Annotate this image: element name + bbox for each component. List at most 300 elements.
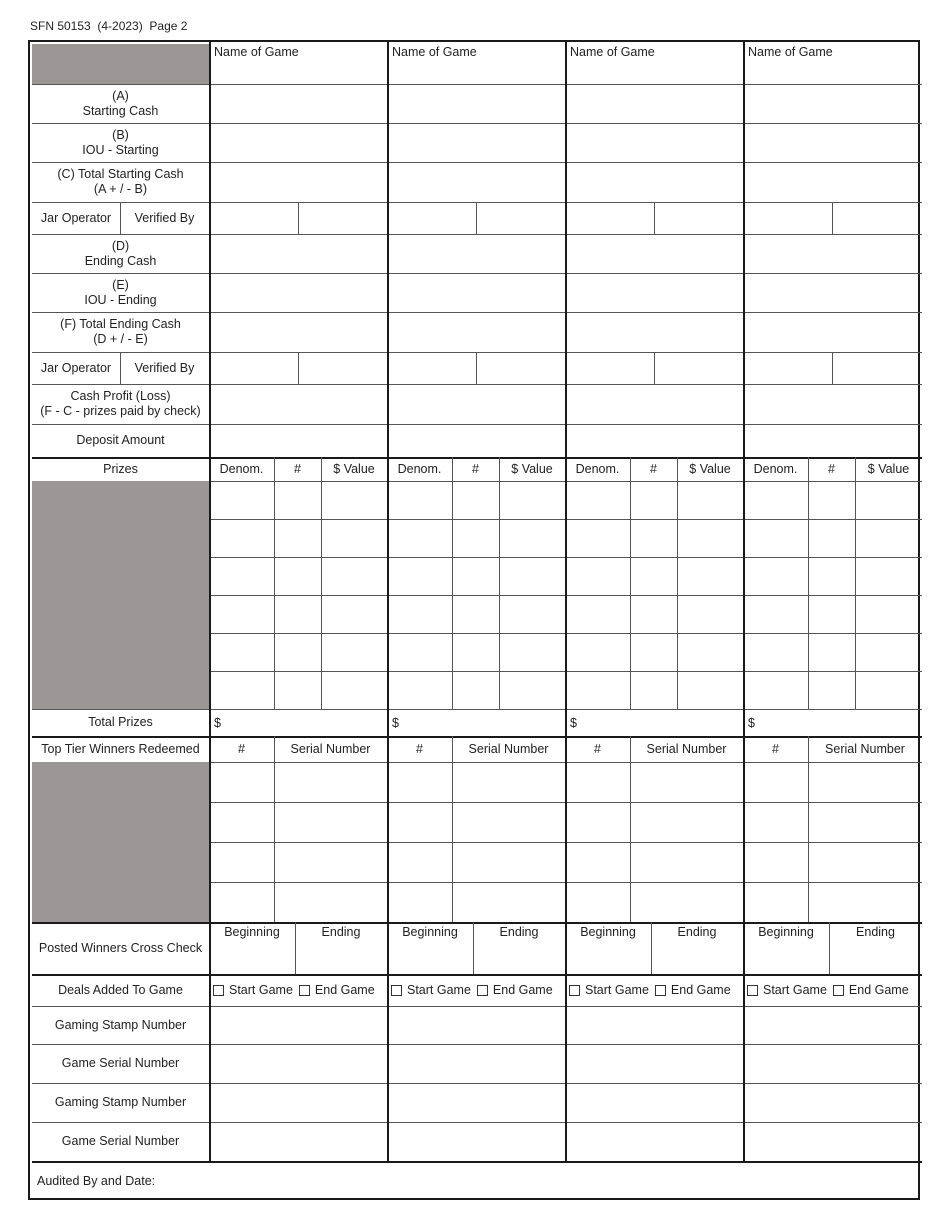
row-divider	[32, 84, 922, 85]
ending-cash-label-line-1: (D)	[111, 238, 130, 253]
dollar-sign: $	[748, 715, 755, 730]
prize-cell[interactable]	[743, 519, 808, 557]
column-divider	[452, 736, 453, 922]
verified-by-field-game-4[interactable]	[832, 352, 922, 384]
cross-check-beginning-game-4[interactable]	[743, 922, 829, 974]
label-column-divider	[209, 42, 211, 1161]
column-divider	[298, 352, 299, 384]
stamp-field-game-4[interactable]	[743, 1044, 922, 1083]
stamp-field-game-1[interactable]	[209, 1083, 387, 1122]
checkbox-icon[interactable]	[391, 985, 402, 996]
top-tier-cell[interactable]	[630, 762, 743, 802]
top-tier-col-header-text: Serial Number	[290, 741, 371, 756]
top-tier-cell[interactable]	[630, 802, 743, 842]
beginning-text: Beginning	[402, 925, 458, 939]
total-ending-cash-field-game-4[interactable]	[743, 312, 922, 352]
top-tier-col-header	[387, 736, 452, 762]
dollar-sign: $	[214, 715, 221, 730]
prize-cell[interactable]	[808, 671, 855, 709]
prize-cell[interactable]	[630, 519, 677, 557]
prize-cell[interactable]	[565, 595, 630, 633]
prize-cell[interactable]	[677, 595, 743, 633]
prize-cell[interactable]	[274, 481, 321, 519]
verified-by-field-game-3[interactable]	[654, 352, 743, 384]
prize-cell[interactable]	[630, 557, 677, 595]
iou-starting-field-game-3[interactable]	[565, 123, 743, 162]
total-prizes-field-game-4[interactable]	[743, 709, 922, 736]
prizes-col-header	[677, 457, 743, 481]
prize-cell[interactable]	[499, 481, 565, 519]
ending-cash-field-game-2[interactable]	[387, 234, 565, 273]
stamp-field-game-1[interactable]	[209, 1044, 387, 1083]
prize-cell[interactable]	[565, 671, 630, 709]
prize-cell[interactable]	[677, 671, 743, 709]
iou-starting-field-game-4[interactable]	[743, 123, 922, 162]
top-tier-cell[interactable]	[209, 842, 274, 882]
prize-cell[interactable]	[321, 595, 387, 633]
beginning-text: Beginning	[758, 925, 814, 939]
dollar-sign: $	[570, 715, 577, 730]
top-tier-cell[interactable]	[209, 762, 274, 802]
ending-text: Ending	[677, 925, 717, 939]
top-tier-cell[interactable]	[452, 842, 565, 882]
stamp-field-game-3[interactable]	[565, 1006, 743, 1044]
end-game-checkbox[interactable]	[477, 983, 553, 997]
row-divider	[32, 352, 922, 353]
top-tier-cell[interactable]	[565, 842, 630, 882]
end-game-checkbox[interactable]	[655, 983, 731, 997]
start-game-checkbox[interactable]	[569, 983, 649, 997]
cash-profit-field-game-2[interactable]	[387, 384, 565, 424]
prizes-col-header-text: Denom.	[575, 461, 620, 476]
top-tier-cell[interactable]	[387, 802, 452, 842]
deposit-amount-field-game-3[interactable]	[565, 424, 743, 457]
prize-cell[interactable]	[274, 671, 321, 709]
prizes-text: Prizes	[103, 461, 138, 476]
iou-ending-label	[32, 273, 209, 312]
top-tier-col-header-text: #	[594, 741, 601, 756]
stamp-field-game-3[interactable]	[565, 1044, 743, 1083]
stamp-row-label-3	[32, 1083, 209, 1122]
prize-cell[interactable]	[630, 671, 677, 709]
ending-cash-field-game-4[interactable]	[743, 234, 922, 273]
prize-cell[interactable]	[452, 481, 499, 519]
start-game-checkbox[interactable]	[747, 983, 827, 997]
stamp-field-game-1[interactable]	[209, 1122, 387, 1161]
iou-ending-field-game-2[interactable]	[387, 273, 565, 312]
stamp-row-text: Game Serial Number	[61, 1056, 180, 1070]
top-tier-cell[interactable]	[808, 762, 922, 802]
iou-ending-label-line-2: IOU - Ending	[84, 292, 157, 307]
top-tier-cell[interactable]	[743, 802, 808, 842]
row-divider	[32, 384, 922, 385]
prize-cell[interactable]	[630, 595, 677, 633]
prize-cell[interactable]	[743, 595, 808, 633]
prize-cell[interactable]	[743, 481, 808, 519]
top-tier-col-header	[209, 736, 274, 762]
checkbox-icon[interactable]	[213, 985, 224, 996]
top-tier-col-header	[808, 736, 922, 762]
prizes-col-header	[743, 457, 808, 481]
cross-check-text: Posted Winners Cross Check	[38, 940, 203, 955]
audited-by-field[interactable]	[32, 1161, 922, 1200]
prize-cell[interactable]	[565, 481, 630, 519]
checkbox-label: Start Game	[407, 983, 471, 997]
starting-cash-label-line-2: Starting Cash	[82, 103, 159, 118]
ending-cash-field-game-1[interactable]	[209, 234, 387, 273]
game-name-label: Name of Game	[214, 45, 299, 59]
deals-added-label	[32, 974, 209, 1006]
iou-starting-field-game-2[interactable]	[387, 123, 565, 162]
prize-cell[interactable]	[499, 519, 565, 557]
column-divider	[829, 922, 830, 974]
prize-cell[interactable]	[321, 519, 387, 557]
jar-operator-field-game-2[interactable]	[387, 352, 476, 384]
starting-cash-field-game-1[interactable]	[209, 84, 387, 123]
prize-cell[interactable]	[499, 671, 565, 709]
checkbox-label: Start Game	[585, 983, 649, 997]
deals-added-options-game-4	[747, 974, 922, 1006]
deposit-amount-label	[32, 424, 209, 457]
prize-cell[interactable]	[499, 633, 565, 671]
prize-cell[interactable]	[855, 671, 922, 709]
stamp-row-label-4	[32, 1122, 209, 1161]
checkbox-icon[interactable]	[299, 985, 310, 996]
top-tier-cell[interactable]	[274, 842, 387, 882]
prize-cell[interactable]	[808, 557, 855, 595]
prize-cell[interactable]	[452, 519, 499, 557]
jar-operator-text: Jar Operator	[40, 210, 112, 225]
prize-cell[interactable]	[855, 519, 922, 557]
top-tier-cell[interactable]	[209, 882, 274, 922]
total-prizes-label	[32, 709, 209, 736]
top-tier-cell[interactable]	[743, 762, 808, 802]
prize-cell[interactable]	[808, 481, 855, 519]
total-starting-cash-field-game-4[interactable]	[743, 162, 922, 202]
column-divider	[473, 922, 474, 974]
dollar-sign: $	[392, 715, 399, 730]
checkbox-icon[interactable]	[655, 985, 666, 996]
ending-cash-field-game-3[interactable]	[565, 234, 743, 273]
shaded-area	[32, 762, 209, 922]
verified-by-field-game-3[interactable]	[654, 202, 743, 234]
starting-cash-label-line-1: (A)	[112, 88, 129, 103]
prize-cell[interactable]	[630, 481, 677, 519]
prize-cell[interactable]	[855, 481, 922, 519]
stamp-field-game-3[interactable]	[565, 1083, 743, 1122]
stamp-field-game-4[interactable]	[743, 1122, 922, 1161]
stamp-field-game-2[interactable]	[387, 1044, 565, 1083]
stamp-row-label-1	[32, 1006, 209, 1044]
jar-operator-field-game-4[interactable]	[743, 352, 832, 384]
top-tier-col-header-text: #	[416, 741, 423, 756]
starting-cash-field-game-2[interactable]	[387, 84, 565, 123]
prize-cell[interactable]	[209, 557, 274, 595]
top-tier-col-header-text: #	[772, 741, 779, 756]
prizes-col-header-text: #	[294, 461, 301, 476]
prize-cell[interactable]	[677, 557, 743, 595]
top-tier-cell[interactable]	[387, 842, 452, 882]
checkbox-icon[interactable]	[569, 985, 580, 996]
top-tier-cell[interactable]	[452, 762, 565, 802]
column-divider	[654, 352, 655, 384]
prize-cell[interactable]	[855, 595, 922, 633]
jar-operator-field-game-3[interactable]	[565, 202, 654, 234]
column-divider	[298, 202, 299, 234]
jar-operator-field-game-1[interactable]	[209, 352, 298, 384]
prize-cell[interactable]	[387, 481, 452, 519]
verified-by-field-game-4[interactable]	[832, 202, 922, 234]
deposit-amount-field-game-4[interactable]	[743, 424, 922, 457]
top-tier-cell[interactable]	[565, 762, 630, 802]
top-tier-cell[interactable]	[387, 882, 452, 922]
cash-profit-label	[32, 384, 209, 424]
prize-cell[interactable]	[565, 557, 630, 595]
column-divider	[274, 736, 275, 922]
top-tier-col-header	[565, 736, 630, 762]
column-divider	[295, 922, 296, 974]
cash-profit-field-game-3[interactable]	[565, 384, 743, 424]
cash-profit-field-game-4[interactable]	[743, 384, 922, 424]
row-divider	[32, 234, 922, 235]
checkbox-label: End Game	[314, 983, 375, 997]
top-tier-cell[interactable]	[743, 842, 808, 882]
ending-text: Ending	[321, 925, 361, 939]
prize-cell[interactable]	[321, 671, 387, 709]
starting-cash-field-game-3[interactable]	[565, 84, 743, 123]
prize-cell[interactable]	[855, 633, 922, 671]
total-prizes-field-game-3[interactable]	[565, 709, 743, 736]
verified-by-field-game-2[interactable]	[476, 352, 565, 384]
checkbox-icon[interactable]	[833, 985, 844, 996]
iou-starting-label-line-1: (B)	[112, 127, 129, 142]
prizes-col-header-text: Denom.	[219, 461, 264, 476]
row-divider	[32, 1122, 922, 1123]
prize-cell[interactable]	[677, 519, 743, 557]
top-tier-cell[interactable]	[274, 762, 387, 802]
cross-check-ending-game-1[interactable]	[295, 922, 387, 974]
game-name-field-4[interactable]	[743, 42, 922, 66]
prize-cell[interactable]	[743, 557, 808, 595]
stamp-field-game-2[interactable]	[387, 1122, 565, 1161]
jar-operator-field-game-1[interactable]	[209, 202, 298, 234]
prize-cell[interactable]	[499, 557, 565, 595]
prizes-col-header	[209, 457, 274, 481]
row-divider	[32, 312, 922, 313]
shaded-area	[32, 44, 209, 84]
verified-by-field-game-1[interactable]	[298, 352, 387, 384]
prize-cell[interactable]	[274, 633, 321, 671]
jar-operator-field-game-4[interactable]	[743, 202, 832, 234]
prize-cell[interactable]	[452, 671, 499, 709]
prize-cell[interactable]	[387, 671, 452, 709]
stamp-field-game-2[interactable]	[387, 1006, 565, 1044]
prizes-col-header-text: $ Value	[867, 461, 910, 476]
prize-cell[interactable]	[387, 557, 452, 595]
prize-cell[interactable]	[209, 671, 274, 709]
top-tier-cell[interactable]	[452, 882, 565, 922]
prize-cell[interactable]	[565, 633, 630, 671]
iou-starting-field-game-1[interactable]	[209, 123, 387, 162]
stamp-row-label-2	[32, 1044, 209, 1083]
beginning-text: Beginning	[224, 925, 280, 939]
cross-check-beginning-game-1[interactable]	[209, 922, 295, 974]
total-starting-cash-field-game-2[interactable]	[387, 162, 565, 202]
top-tier-cell[interactable]	[743, 882, 808, 922]
top-tier-cell[interactable]	[209, 802, 274, 842]
top-tier-col-header	[452, 736, 565, 762]
stamp-row-text: Gaming Stamp Number	[54, 1017, 187, 1032]
prize-cell[interactable]	[321, 633, 387, 671]
cross-check-ending-game-3[interactable]	[651, 922, 743, 974]
game-column-divider	[565, 42, 567, 1161]
starting-cash-field-game-4[interactable]	[743, 84, 922, 123]
verified-by-field-game-1[interactable]	[298, 202, 387, 234]
cash-profit-label-line-1: Cash Profit (Loss)	[70, 389, 171, 403]
row-divider	[32, 123, 922, 124]
prizes-col-header	[387, 457, 452, 481]
cash-profit-label-line-2: (F - C - prizes paid by check)	[40, 404, 201, 418]
starting-cash-label	[32, 84, 209, 123]
checkbox-icon[interactable]	[477, 985, 488, 996]
prize-cell[interactable]	[274, 557, 321, 595]
prizes-col-header	[855, 457, 922, 481]
stamp-row-text: Game Serial Number	[61, 1134, 180, 1148]
top-tier-cell[interactable]	[808, 842, 922, 882]
cross-check-beginning-game-2[interactable]	[387, 922, 473, 974]
total-starting-cash-field-game-3[interactable]	[565, 162, 743, 202]
prize-cell[interactable]	[209, 633, 274, 671]
game-report-form	[28, 40, 920, 1200]
top-tier-cell[interactable]	[565, 802, 630, 842]
prize-cell[interactable]	[209, 519, 274, 557]
stamp-field-game-3[interactable]	[565, 1122, 743, 1161]
prize-cell[interactable]	[274, 595, 321, 633]
total-starting-cash-field-game-1[interactable]	[209, 162, 387, 202]
top-tier-col-header	[274, 736, 387, 762]
prize-cell[interactable]	[452, 633, 499, 671]
column-divider	[476, 352, 477, 384]
game-name-field-1[interactable]	[209, 42, 387, 66]
prize-cell[interactable]	[808, 595, 855, 633]
prize-cell[interactable]	[387, 519, 452, 557]
prizes-col-header	[321, 457, 387, 481]
game-name-field-2[interactable]	[387, 42, 565, 66]
stamp-field-game-2[interactable]	[387, 1083, 565, 1122]
ending-text: Ending	[856, 925, 895, 939]
jar-operator-field-game-2[interactable]	[387, 202, 476, 234]
prize-cell[interactable]	[499, 595, 565, 633]
start-game-checkbox[interactable]	[391, 983, 471, 997]
top-tier-cell[interactable]	[274, 802, 387, 842]
deposit-amount-field-game-1[interactable]	[209, 424, 387, 457]
prize-cell[interactable]	[565, 519, 630, 557]
top-tier-col-header	[630, 736, 743, 762]
prize-cell[interactable]	[452, 595, 499, 633]
prize-cell[interactable]	[743, 671, 808, 709]
total-ending-cash-field-game-1[interactable]	[209, 312, 387, 352]
prize-cell[interactable]	[743, 633, 808, 671]
prize-cell[interactable]	[808, 519, 855, 557]
prize-cell[interactable]	[630, 633, 677, 671]
prize-cell[interactable]	[808, 633, 855, 671]
top-tier-label	[32, 736, 209, 762]
cross-check-ending-game-2[interactable]	[473, 922, 565, 974]
stamp-field-game-1[interactable]	[209, 1006, 387, 1044]
top-tier-cell[interactable]	[452, 802, 565, 842]
cross-check-ending-game-4[interactable]	[829, 922, 922, 974]
cash-profit-field-game-1[interactable]	[209, 384, 387, 424]
top-tier-cell[interactable]	[808, 882, 922, 922]
prize-cell[interactable]	[677, 481, 743, 519]
verified-by-field-game-2[interactable]	[476, 202, 565, 234]
checkbox-icon[interactable]	[747, 985, 758, 996]
total-prizes-text: Total Prizes	[88, 715, 153, 729]
row-divider	[32, 1083, 922, 1084]
column-divider	[651, 922, 652, 974]
top-tier-cell[interactable]	[630, 842, 743, 882]
top-tier-cell[interactable]	[387, 762, 452, 802]
iou-starting-label-line-2: IOU - Starting	[82, 142, 159, 157]
total-ending-cash-field-game-3[interactable]	[565, 312, 743, 352]
top-tier-cell[interactable]	[565, 882, 630, 922]
top-tier-cell[interactable]	[808, 802, 922, 842]
total-prizes-field-game-1[interactable]	[209, 709, 387, 736]
jar-operator-field-game-3[interactable]	[565, 352, 654, 384]
deposit-amount-field-game-2[interactable]	[387, 424, 565, 457]
prize-cell[interactable]	[387, 633, 452, 671]
total-prizes-field-game-2[interactable]	[387, 709, 565, 736]
cross-check-beginning-game-3[interactable]	[565, 922, 651, 974]
row-divider	[32, 1044, 922, 1045]
prize-cell[interactable]	[321, 481, 387, 519]
top-tier-cell[interactable]	[274, 882, 387, 922]
iou-ending-field-game-4[interactable]	[743, 273, 922, 312]
end-game-checkbox[interactable]	[299, 983, 375, 997]
ending-cash-label-line-2: Ending Cash	[84, 253, 157, 268]
prize-cell[interactable]	[677, 633, 743, 671]
prizes-col-header	[808, 457, 855, 481]
start-game-checkbox[interactable]	[213, 983, 293, 997]
game-column-divider	[387, 42, 389, 1161]
jar-operator-label	[32, 202, 120, 234]
prizes-col-header-text: #	[828, 461, 835, 476]
prizes-col-header-text: #	[650, 461, 657, 476]
stamp-field-game-4[interactable]	[743, 1083, 922, 1122]
prize-cell[interactable]	[855, 557, 922, 595]
prize-cell[interactable]	[274, 519, 321, 557]
game-name-field-3[interactable]	[565, 42, 743, 66]
top-tier-col-header-text: Serial Number	[825, 741, 905, 756]
prize-cell[interactable]	[452, 557, 499, 595]
prize-cell[interactable]	[387, 595, 452, 633]
prizes-col-header	[274, 457, 321, 481]
stamp-row-text: Gaming Stamp Number	[54, 1095, 187, 1109]
iou-ending-field-game-1[interactable]	[209, 273, 387, 312]
prize-cell[interactable]	[209, 481, 274, 519]
column-divider	[832, 352, 833, 384]
end-game-checkbox[interactable]	[833, 983, 909, 997]
total-ending-cash-field-game-2[interactable]	[387, 312, 565, 352]
jar-operator-text: Jar Operator	[40, 360, 112, 375]
row-divider	[32, 273, 922, 274]
prize-cell[interactable]	[321, 557, 387, 595]
stamp-field-game-4[interactable]	[743, 1006, 922, 1044]
iou-ending-field-game-3[interactable]	[565, 273, 743, 312]
prize-cell[interactable]	[209, 595, 274, 633]
top-tier-cell[interactable]	[630, 882, 743, 922]
game-name-label: Name of Game	[570, 45, 655, 59]
